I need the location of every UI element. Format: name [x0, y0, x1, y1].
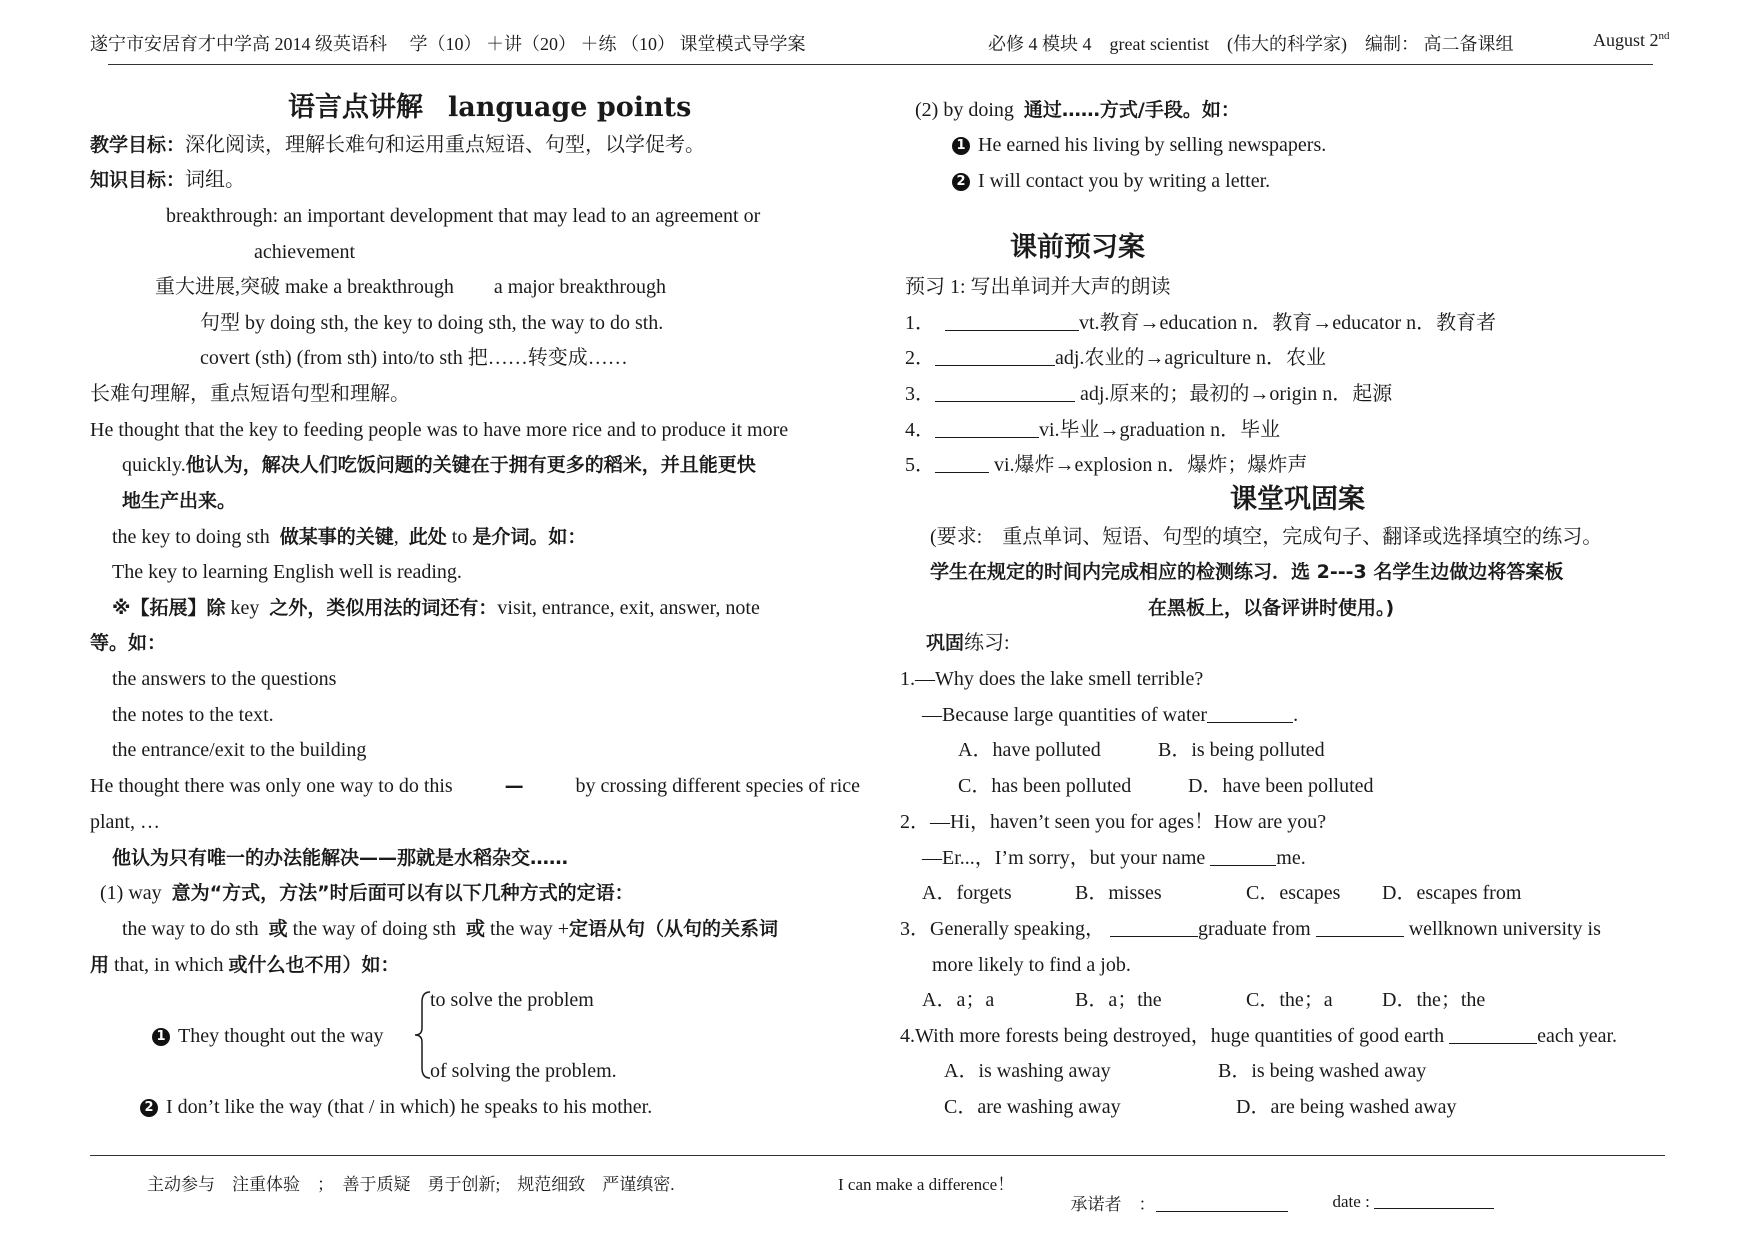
teaching-goal	[90, 132, 705, 158]
date-blank[interactable]	[1374, 1190, 1494, 1209]
footer-slogan: I can make a difference！	[838, 1175, 1015, 1194]
classroom-title	[1230, 482, 1365, 520]
question-2-option-d[interactable]: D．escapes from	[1382, 882, 1522, 904]
classroom-title-text: 课堂巩固案	[1230, 484, 1365, 515]
vocab-number: 1．	[905, 312, 935, 334]
section-title-language-points	[288, 90, 691, 128]
by-doing-example-1	[952, 132, 1326, 158]
extension-etc-text: 等。如：	[90, 632, 167, 654]
header-module: 必修 4 模块 4 great scientist (伟大的科学家) 编制： 高二备课组	[988, 34, 1514, 54]
requirements-line-2	[930, 559, 1563, 585]
key-to-here: 此处	[408, 526, 447, 548]
requirements-line-3	[1148, 595, 1394, 621]
extension-etc	[90, 630, 166, 656]
vocab-text: vt.教育→education n．教育→educator n．教育者	[1079, 312, 1497, 334]
question-1-reply-text: —Because large quantities of water	[922, 704, 1208, 726]
vocab-number: 4．	[905, 419, 935, 441]
way-form-1: the way to do sth	[122, 918, 259, 940]
requirements-line-1: (要求: 重点单词、短语、句型的填空，完成句子、翻译或选择填空的练习。	[930, 526, 1603, 548]
way-or-1: 或	[268, 918, 288, 940]
vocab-text: vi.爆炸→explosion n．爆炸；爆炸声	[989, 454, 1308, 476]
question-1-option-d[interactable]: D．have been polluted	[1188, 775, 1374, 797]
question-2-option-a[interactable]: A．forgets	[922, 882, 1012, 904]
vocab-blank[interactable]	[935, 419, 1039, 438]
vocab-text: vi.毕业→graduation n．毕业	[1039, 419, 1281, 441]
question-3-stem	[900, 916, 1601, 942]
extension-note	[112, 595, 760, 621]
way-or-nothing: 或什么也不用）如：	[228, 954, 400, 976]
way-relative-clause: 定语从句（从句的关系词	[569, 918, 779, 940]
header-date-main: August 2	[1593, 30, 1659, 50]
way-description: 意为“方式，方法”时后面可以有以下几种方式的定语：	[171, 882, 634, 904]
question-4-option-d[interactable]: D．are being washed away	[1236, 1096, 1457, 1118]
footer-divider	[90, 1155, 1665, 1156]
exercise-label-rest: 练习:	[964, 632, 1010, 654]
question-1-option-b[interactable]: B．is being polluted	[1158, 739, 1325, 761]
way-relatives: that, in which	[114, 954, 224, 976]
way-form-3: the way +	[490, 918, 570, 940]
sentence-1-translation: 他认为，解决人们吃饭问题的关键在于拥有更多的稻米，并且能更快	[185, 454, 756, 476]
way-example-1-option-1: to solve the problem	[430, 989, 594, 1011]
question-3-text-a: 3．Generally speaking，	[900, 918, 1105, 940]
question-1-period: .	[1293, 704, 1299, 726]
question-4-option-c[interactable]: C．are washing away	[944, 1096, 1121, 1118]
key-to-preposition: 是介词。如：	[472, 526, 587, 548]
vocab-number: 2．	[905, 347, 935, 369]
long-sentence-intro: 长难句理解，重点短语句型和理解。	[90, 383, 410, 405]
vocab-text: adj.农业的→agriculture n．农业	[1055, 347, 1327, 369]
question-2-stem: 2．—Hi，haven’t seen you for ages！How are you?	[900, 811, 1327, 833]
key-to-phrase: the key to doing sth	[112, 526, 270, 548]
question-2-option-b[interactable]: B．misses	[1075, 882, 1162, 904]
footer-motto: 主动参与 注重体验 ； 善于质疑 勇于创新; 规范细致 严谨缜密.	[147, 1175, 675, 1194]
sentence-patterns: 句型 by doing sth, the key to doing sth, the way to do sth.	[200, 312, 664, 334]
question-1-option-c[interactable]: C．has been polluted	[958, 775, 1132, 797]
sentence-2-line-2: plant, …	[90, 811, 160, 833]
question-1-blank[interactable]	[1207, 704, 1293, 723]
promiser-blank[interactable]	[1156, 1193, 1288, 1212]
breakthrough-phrases: 重大进展,突破 make a breakthrough a major breakthrough	[155, 276, 666, 298]
vocab-item-4	[905, 417, 1280, 443]
exercise-label	[926, 630, 1010, 656]
preview-intro: 预习 1: 写出单词并大声的朗读	[905, 276, 1171, 298]
question-3-text-c: wellknown university is	[1408, 918, 1601, 940]
teaching-goal-text: 深化阅读，理解长难句和运用重点短语、句型，以学促考。	[185, 134, 706, 156]
circled-number-2: 2	[140, 1099, 158, 1117]
breakthrough-definition: breakthrough: an important development that may lead to an agreement or	[166, 205, 761, 227]
extension-example-3: the entrance/exit to the building	[112, 739, 367, 761]
question-4-text-b: each year.	[1537, 1025, 1618, 1047]
question-1-stem: 1.—Why does the lake smell terrible?	[900, 668, 1204, 690]
key-to-to: to	[451, 526, 468, 548]
extension-example-2: the notes to the text.	[112, 704, 274, 726]
breakthrough-definition-cont: achievement	[254, 241, 356, 263]
sentence-1-line-1: He thought that the key to feeding people was to have more rice and to produce it more	[90, 419, 789, 441]
way-or-2: 或	[465, 918, 485, 940]
question-3-stem-cont: more likely to find a job.	[932, 954, 1131, 976]
sentence-2-dash: —	[504, 775, 524, 797]
circled-number-1: 1	[152, 1028, 170, 1046]
requirements-line-2-text: 学生在规定的时间内完成相应的检测练习．选 2---3 名学生边做边将答案板	[930, 561, 1564, 583]
way-meaning	[100, 880, 634, 906]
by-doing-heading	[915, 97, 1240, 123]
question-4-stem	[900, 1023, 1617, 1049]
by-doing-example-2	[952, 168, 1270, 194]
circled-number-1: 1	[952, 137, 970, 155]
extension-example-1: the answers to the questions	[112, 668, 337, 690]
extension-words: visit, entrance, exit, answer, note	[497, 597, 760, 619]
sentence-2-part-a: He thought there was only one way to do this	[90, 775, 453, 797]
sentence-1-en-end: quickly.	[122, 454, 186, 476]
sentence-1-line-3	[122, 488, 236, 514]
preview-title-text: 课前预习案	[1010, 232, 1145, 263]
promiser-label: 承诺者 ：	[1070, 1195, 1156, 1214]
question-2-reply-end: me.	[1276, 847, 1306, 869]
question-1-reply	[922, 702, 1298, 728]
question-3-text-b: graduate from	[1197, 918, 1311, 940]
sentence-2-translation	[112, 845, 568, 871]
sentence-2-translation-text: 他认为只有唯一的办法能解决——那就是水稻杂交……	[112, 847, 569, 869]
question-1-option-a[interactable]: A．have polluted	[958, 739, 1101, 761]
question-3-option-c[interactable]: C．the；a	[1246, 989, 1333, 1011]
way-relative-words	[90, 952, 399, 978]
vocab-item-3	[905, 381, 1392, 407]
vocab-number: 5．	[905, 454, 935, 476]
way-example-1	[152, 1023, 384, 1049]
question-3-option-a[interactable]: A．a；a	[922, 989, 995, 1011]
covert-phrase: covert (sth) (from sth) into/to sth 把……转变成……	[200, 347, 628, 369]
extension-similar: 之外，类似用法的词还有：	[269, 597, 498, 619]
exercise-label-bold: 巩固	[926, 632, 965, 654]
by-doing-example-1-text: He earned his living by selling newspapers.	[978, 134, 1327, 156]
section-title-en: language points	[448, 92, 692, 123]
vocab-item-2	[905, 345, 1326, 371]
circled-number-2: 2	[952, 173, 970, 191]
way-example-2	[140, 1094, 652, 1120]
header-divider	[108, 64, 1653, 65]
vocab-item-1	[905, 310, 1496, 336]
key-to-meaning: 做某事的关键	[279, 526, 394, 548]
preview-title	[1010, 230, 1145, 268]
question-2-option-c[interactable]: C．escapes	[1246, 882, 1341, 904]
question-3-blank-2[interactable]	[1316, 918, 1404, 937]
way-form-2: the way of doing sth	[292, 918, 456, 940]
knowledge-goal-label: 知识目标：	[90, 169, 186, 191]
question-2-reply-text: —Er...，I’m sorry，but your name	[922, 847, 1206, 869]
key-to-note: the key to doing sth 做某事的关键, 此处 to 是介词。如：	[112, 526, 587, 548]
sentence-2-line-1	[90, 773, 860, 799]
header-title: 遂宁市安居育才中学高 2014 级英语科 学（10） ＋讲（20） ＋练 （10） 课堂模式导学案	[90, 34, 806, 54]
question-4-blank[interactable]	[1449, 1025, 1537, 1044]
vocab-blank[interactable]	[935, 383, 1075, 402]
way-forms	[122, 916, 778, 942]
by-doing-meaning: 通过……方式/手段。如：	[1023, 99, 1240, 121]
vocab-blank[interactable]	[935, 347, 1055, 366]
extension-key: key	[230, 597, 260, 619]
header-date	[1593, 30, 1670, 51]
question-4-option-a[interactable]: A．is washing away	[944, 1060, 1111, 1082]
way-example-2-text: I don’t like the way (that / in which) he speaks to his mother.	[166, 1096, 653, 1118]
date-label: date :	[1332, 1192, 1370, 1211]
question-3-option-b[interactable]: B．a；the	[1075, 989, 1162, 1011]
vocab-item-5	[905, 452, 1307, 478]
knowledge-goal-text: 词组。	[185, 169, 246, 191]
extension-label: ※【拓展】除	[112, 597, 226, 619]
sentence-2-part-c: by crossing different species of rice	[575, 775, 860, 797]
footer-promiser	[1062, 1170, 1288, 1215]
way-example-1-text: They thought out the way	[178, 1025, 384, 1047]
question-4-option-b[interactable]: B．is being washed away	[1218, 1060, 1427, 1082]
way-example-1-option-2: of solving the problem.	[430, 1060, 617, 1082]
question-3-option-d[interactable]: D．the；the	[1382, 989, 1486, 1011]
by-doing-example-2-text: I will contact you by writing a letter.	[978, 170, 1271, 192]
teaching-goal-label: 教学目标：	[90, 134, 186, 156]
requirements-line-3-text: 在黑板上，以备评讲时使用。)	[1148, 597, 1395, 619]
vocab-number: 3．	[905, 383, 935, 405]
header-date-sup: nd	[1658, 30, 1670, 42]
footer-date	[1324, 1170, 1494, 1212]
vocab-blank[interactable]	[945, 312, 1079, 331]
knowledge-goal	[90, 167, 245, 193]
vocab-blank[interactable]	[935, 454, 989, 473]
vocab-text: adj.原来的；最初的→origin n．起源	[1075, 383, 1393, 405]
question-4-text-a: 4.With more forests being destroyed，huge quantities of good earth	[900, 1025, 1445, 1047]
question-2-blank[interactable]	[1210, 847, 1276, 866]
way-label: (1) way	[100, 882, 162, 904]
by-doing-label: (2) by doing	[915, 99, 1014, 121]
key-to-example: The key to learning English well is reading.	[112, 561, 462, 583]
sentence-1-line-2	[122, 452, 756, 478]
way-use: 用	[90, 954, 110, 976]
question-3-blank-1[interactable]	[1110, 918, 1198, 937]
question-2-reply	[922, 845, 1306, 871]
section-title-cn: 语言点讲解	[288, 92, 423, 123]
sentence-1-translation-cont: 地生产出来。	[122, 490, 237, 512]
